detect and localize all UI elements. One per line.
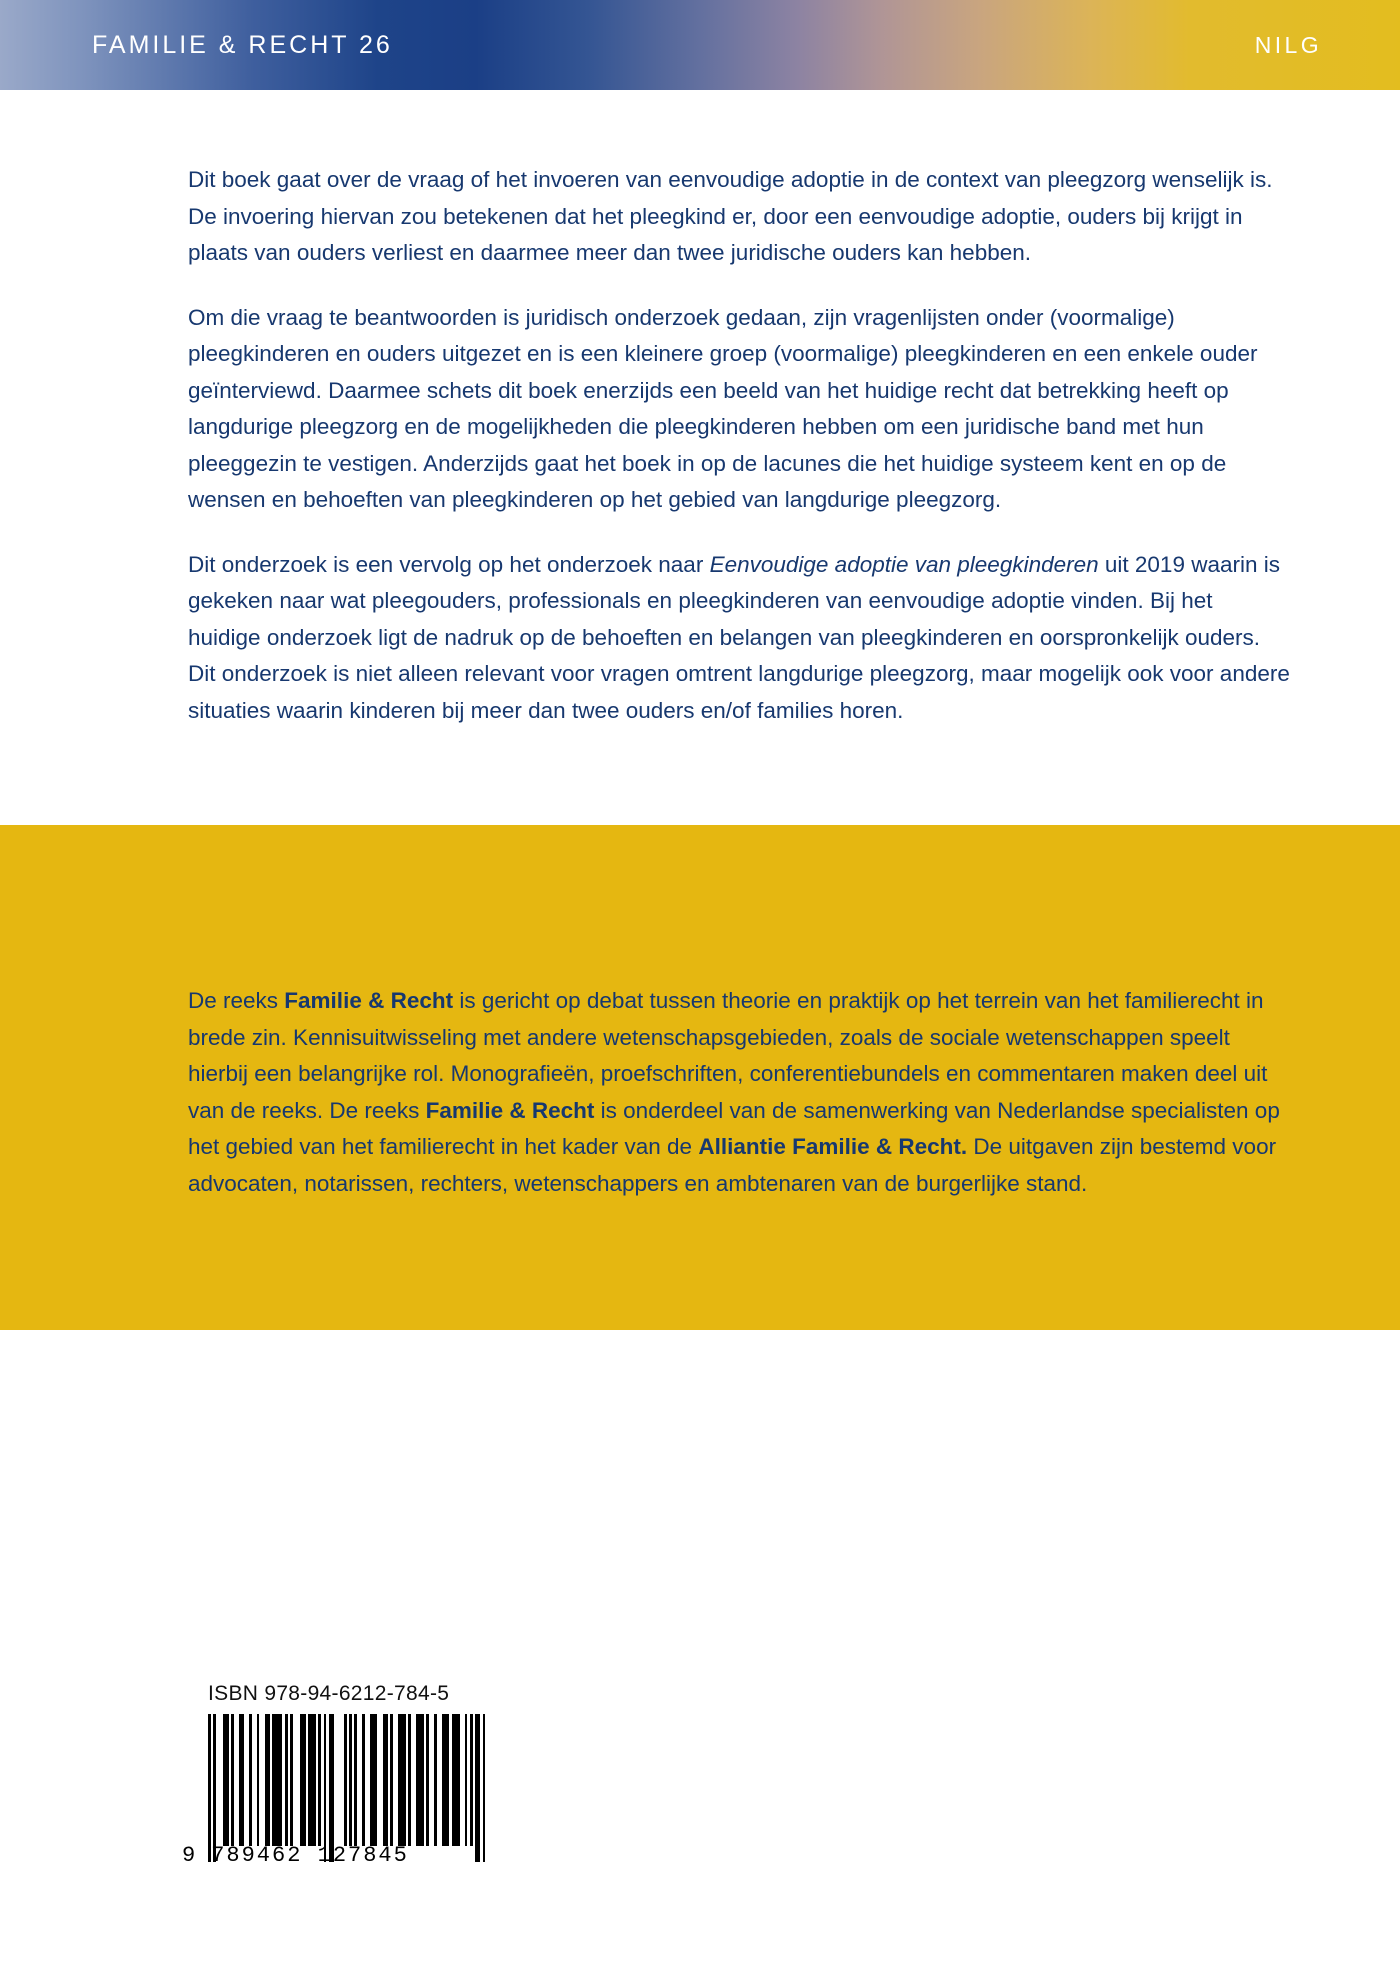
alliance-name-bold: Alliantie Familie & Recht. xyxy=(698,1134,968,1159)
series-text-4: De uitgaven zijn bestemd voor advocaten, notarissen, rechters, wetenschappers en ambtenaren van de burgerlijke stand. xyxy=(188,1134,1277,1196)
series-description-block xyxy=(0,825,1400,1330)
cover-header-band xyxy=(0,0,1400,90)
barcode-block xyxy=(182,1682,482,1868)
series-text-1: De reeks xyxy=(188,988,285,1013)
series-name-bold-1: Familie & Recht xyxy=(284,988,454,1013)
publisher-logo-text: NILG xyxy=(1254,31,1322,58)
blurb-paragraph-1: Dit boek gaat over de vraag of het invoeren van eenvoudige adoptie in de context van pleegzorg wenselijk is. De invoering hiervan zou betekenen dat het pleegkind er, door een eenvoudige adoptie, ouders bij krijgt in plaats van ouders verliest en daarmee meer dan twee juridische ouders kan hebben. xyxy=(188,167,1273,265)
series-text-2: is gericht op debat tussen theorie en praktijk op het terrein van het familierecht in brede zin. Kennisuitwisseling met andere wetenschapsgebieden, zoals de sociale wetenschappen speelt hierbij een belangrijke rol. Monografieën, proefschriften, conferentiebundels en commentaren maken deel uit van de reeks. De reeks xyxy=(188,988,1268,1123)
back-cover-footer xyxy=(0,1330,1400,1976)
back-cover-blurb xyxy=(0,90,1400,825)
barcode-digit-main: 789462 127845 xyxy=(211,1843,409,1868)
isbn-label: ISBN 978-94-6212-784-5 xyxy=(208,1682,450,1705)
blurb-paragraph-3 xyxy=(188,547,1290,730)
series-text-3: is onderdeel van de samenwerking van Nederlandse specialisten op het gebied van het familierecht in het kader van de xyxy=(188,1097,1280,1159)
series-title: FAMILIE & RECHT 26 xyxy=(92,30,393,59)
series-name-bold-2: Familie & Recht xyxy=(425,1097,595,1123)
barcode-bars xyxy=(208,1714,486,1864)
isbn-barcode xyxy=(182,1714,486,1868)
blurb-paragraph-2: Om die vraag te beantwoorden is juridisch onderzoek gedaan, zijn vragenlijsten onder (voormalige) pleegkinderen en ouders uitgezet en is een kleinere groep (voormalige) pleegkinderen en een enkele ouder geïnterviewd. Daarmee schets dit boek enerzijds een beeld van het huidige recht dat betrekking heeft op langdurige pleegzorg en de mogelijkheden die pleegkinderen hebben om een juridische band met hun pleeggezin te vestigen. Anderzijds gaat het boek in op de lacunes die het huidige systeem kent en op de wensen en behoeften van pleegkinderen op het gebied van langdurige pleegzorg. xyxy=(188,304,1258,512)
blurb-p3-part2: uit 2019 waarin is gekeken naar wat pleegouders, professionals en pleegkinderen van eenvoudige adoptie vinden. Bij het huidige onderzoek ligt de nadruk op de behoeften en belangen van pleegkinderen en oorspronkelijk ouders. Dit onderzoek is niet alleen relevant voor vragen omtrent langdurige pleegzorg, maar mogelijk ook voor andere situaties waarin kinderen bij meer dan twee ouders en/of families horen. xyxy=(188,551,1290,723)
barcode-digits xyxy=(182,1843,486,1868)
blurb-p3-part1: Dit onderzoek is een vervolg op het onderzoek naar xyxy=(188,551,710,577)
barcode-digit-lead: 9 xyxy=(182,1843,198,1868)
series-description-text xyxy=(188,983,1290,1202)
blurb-p3-title: Eenvoudige adoptie van pleegkinderen xyxy=(709,551,1099,577)
